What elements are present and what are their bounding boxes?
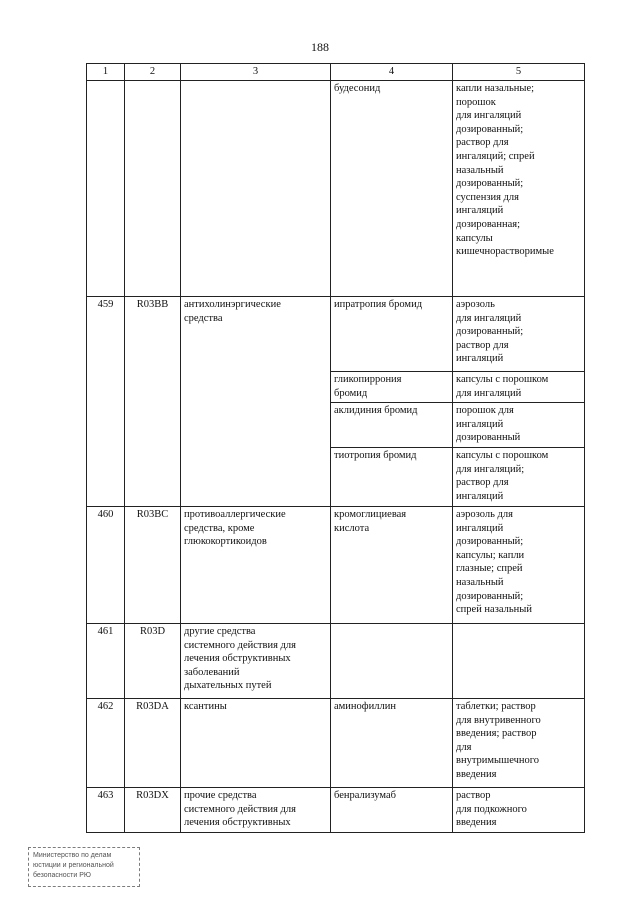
dosage-form: капсулы с порошком для ингаляций (453, 372, 585, 403)
registration-stamp (28, 847, 140, 887)
group-name: прочие средства системного действия для лечения обструктивных (181, 788, 331, 833)
row-number: 459 (87, 297, 125, 507)
group-name: другие средства системного действия для лечения обструктивных заболеваний дыхательных путей (181, 624, 331, 699)
dosage-form: порошок для ингаляций дозированный (453, 403, 585, 448)
header-col-2: 2 (125, 64, 181, 81)
atc-code: R03BB (125, 297, 181, 507)
table-row (87, 507, 585, 624)
table-row (87, 699, 585, 788)
dosage-form: аэрозоль для ингаляций дозированный; раствор для ингаляций (453, 297, 585, 372)
atc-code (125, 81, 181, 297)
header-col-5: 5 (453, 64, 585, 81)
table-header-row (87, 64, 585, 81)
atc-code: R03DA (125, 699, 181, 788)
dosage-form: капсулы с порошком для ингаляций; раствор для ингаляций (453, 448, 585, 507)
atc-code: R03D (125, 624, 181, 699)
group-name: противоаллергические средства, кроме глюкокортикоидов (181, 507, 331, 624)
stamp-line: юстиции и региональной (33, 862, 114, 869)
table-row (87, 297, 585, 372)
table-row (87, 81, 585, 297)
row-number: 463 (87, 788, 125, 833)
dosage-form: аэрозоль для ингаляций дозированный; капсулы; капли глазные; спрей назальный дозированный; спрей назальный (453, 507, 585, 624)
dosage-form: капли назальные; порошок для ингаляций дозированный; раствор для ингаляций; спрей назальный дозированный; суспензия для ингаляций дозированная; капсулы кишечнорастворимые (453, 81, 585, 297)
row-number: 462 (87, 699, 125, 788)
atc-code: R03DX (125, 788, 181, 833)
drug-name: тиотропия бромид (331, 448, 453, 507)
row-number: 460 (87, 507, 125, 624)
group-name: антихолинэргические средства (181, 297, 331, 507)
drug-name: аклидиния бромид (331, 403, 453, 448)
drug-name (331, 624, 453, 699)
dosage-form: таблетки; раствор для внутривенного введения; раствор для внутримышечного введения (453, 699, 585, 788)
header-col-1: 1 (87, 64, 125, 81)
table-row (87, 788, 585, 833)
stamp-line: безопасности РЮ (33, 872, 91, 879)
drug-name: гликопиррония бромид (331, 372, 453, 403)
group-name (181, 81, 331, 297)
header-col-4: 4 (331, 64, 453, 81)
row-number: 461 (87, 624, 125, 699)
drug-name: кромоглициевая кислота (331, 507, 453, 624)
drug-name: ипратропия бромид (331, 297, 453, 372)
drug-name: будесонид (331, 81, 453, 297)
dosage-form (453, 624, 585, 699)
drug-name: бенрализумаб (331, 788, 453, 833)
stamp-line: Министерство по делам (33, 852, 112, 859)
atc-code: R03BC (125, 507, 181, 624)
table-row (87, 624, 585, 699)
row-number (87, 81, 125, 297)
header-col-3: 3 (181, 64, 331, 81)
drug-name: аминофиллин (331, 699, 453, 788)
medicines-table (86, 63, 585, 833)
group-name: ксантины (181, 699, 331, 788)
page-number: 188 (311, 40, 329, 54)
dosage-form: раствор для подкожного введения (453, 788, 585, 833)
